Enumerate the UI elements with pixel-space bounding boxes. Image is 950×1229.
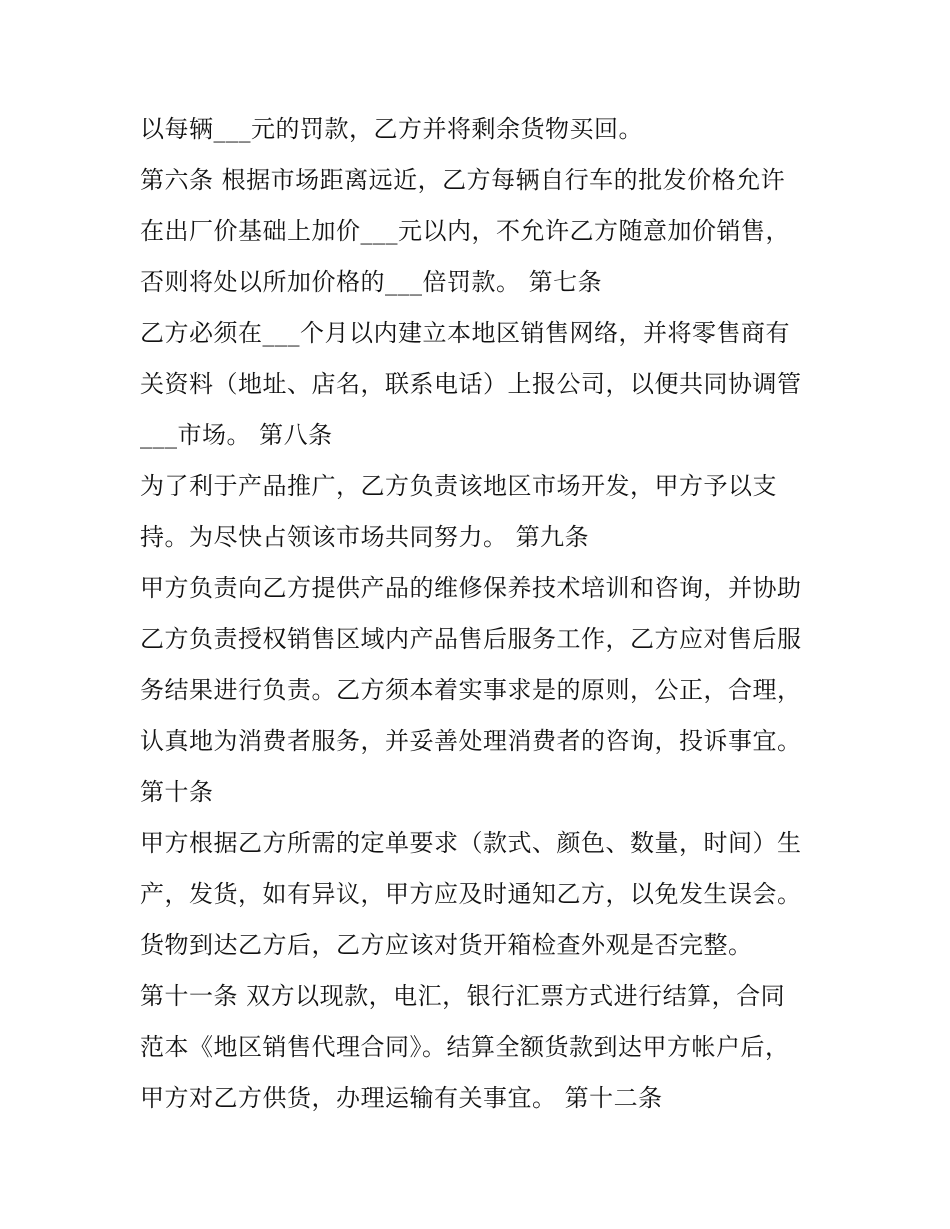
text-line: 以每辆___元的罚款，乙方并将剩余货物买回。 — [140, 115, 643, 143]
text-line: 为了利于产品推广，乙方负责该地区市场开发，甲方予以支 — [140, 472, 777, 500]
contract-text — [140, 104, 830, 1124]
text-line: 否则将处以所加价格的___倍罚款。 第七条 — [140, 268, 603, 296]
text-line: 关资料（地址、店名，联系电话）上报公司，以便共同协调管 — [140, 370, 802, 398]
text-line: 在出厂价基础上加价___元以内，不允许乙方随意加价销售， — [140, 217, 790, 245]
text-line: 第十一条 双方以现款，电汇，银行汇票方式进行结算，合同 — [140, 982, 786, 1010]
text-line: 产，发货，如有异议，甲方应及时通知乙方，以免发生误会。 — [140, 880, 802, 908]
text-line: 货物到达乙方后，乙方应该对货开箱检查外观是否完整。 — [140, 931, 753, 959]
text-line: ___市场。 第八条 — [140, 421, 333, 449]
text-line: 范本《地区销售代理合同》。结算全额货款到达甲方帐户后， — [140, 1033, 790, 1061]
text-line: 乙方必须在___个月以内建立本地区销售网络，并将零售商有 — [140, 319, 790, 347]
text-line: 乙方负责授权销售区域内产品售后服务工作，乙方应对售后服 — [140, 625, 802, 653]
text-line: 甲方根据乙方所需的定单要求（款式、颜色、数量，时间）生 — [140, 829, 802, 857]
text-line: 第六条 根据市场距离远近，乙方每辆自行车的批发价格允许 — [140, 166, 786, 194]
text-line: 甲方对乙方供货，办理运输有关事宜。 第十二条 — [140, 1084, 663, 1112]
text-line: 认真地为消费者服务，并妥善处理消费者的咨询，投诉事宜。 — [140, 727, 802, 755]
text-line: 务结果进行负责。乙方须本着实事求是的原则，公正，合理， — [140, 676, 802, 704]
text-line: 持。为尽快占领该市场共同努力。 第九条 — [140, 523, 590, 551]
text-line: 第十条 — [140, 778, 214, 806]
text-line: 甲方负责向乙方提供产品的维修保养技术培训和咨询，并协助 — [140, 574, 802, 602]
